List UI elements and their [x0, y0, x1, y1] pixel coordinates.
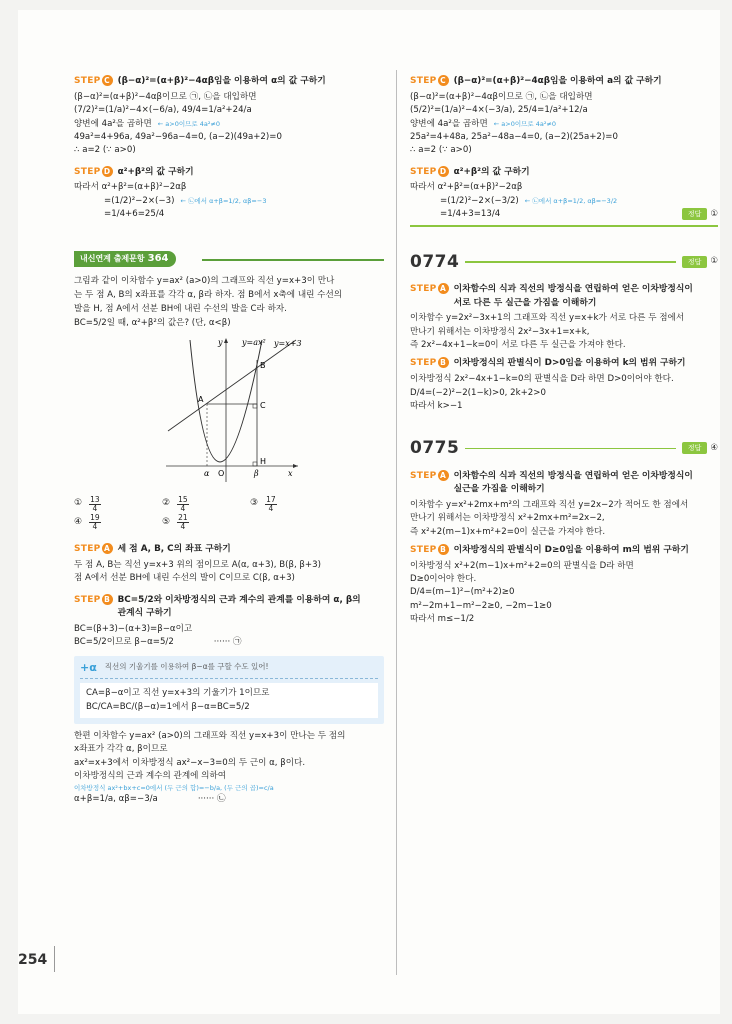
answer-badge: 정답: [682, 208, 708, 220]
choice-3[interactable]: ③ $\frac{17}{4}$: [250, 494, 276, 513]
x-axis-label: x: [288, 469, 293, 479]
solution-line: 만나기 위해서는 이차방정식 2x²−3x+1=x+k,: [410, 326, 590, 337]
step-tag: STEP A: [74, 543, 113, 557]
step-b: [410, 357, 718, 371]
hint-line: 이차방정식 ax²+bx+c=0에서 (두 근의 합)=−b/a, (두 근의 곱)=c/a: [74, 784, 274, 793]
step-title: (β−α)²=(α+β)²−4αβ임을 이용하여 α의 값 구하기: [117, 76, 326, 86]
step-c: [410, 75, 718, 89]
solution-line: 따라서 α²+β²=(α+β)²−2αβ: [410, 182, 523, 193]
page-number: 254: [18, 952, 48, 968]
problem-text: 그림과 같이 이차함수 y=ax² (a>0)의 그래프와 직선 y=x+3이 만나 는 두 점 A, B의 x좌표를 각각 α, β라 하자. 점 B에서 x축에 내린 수선의 발을 H, 점 A에서 선분 BH에 내린 수선의 발을 C라 하자. BC=5/2일 때, α²+β²의 값은? (단, α<β): [74, 276, 343, 328]
step-title: 이차함수의 식과 직선의 방정식을 연립하여 얻은 이차방정식이 실근을 가짐을 이해하기: [453, 470, 693, 495]
solution-line: 25a²=4+48a, 25a²−48a−4=0, (a−2)(25a+2)=0: [410, 131, 618, 142]
point-c-label: C: [260, 401, 266, 411]
step-title: 이차방정식의 판별식이 D≥0임을 이용하여 m의 범위 구하기: [453, 544, 689, 555]
tip-title: 직선의 기울기를 이용하여 β−α를 구할 수도 있어!: [104, 662, 269, 672]
plus-alpha-icon: +α: [80, 660, 97, 674]
step-tag: STEP D: [74, 166, 113, 180]
answer-badge: 정답: [682, 442, 708, 454]
solution-line: D/4=(−2)²−2(1−k)>0, 2k+2>0: [410, 387, 546, 398]
step-d: [410, 166, 718, 180]
step-c-prev: [74, 75, 384, 89]
step-tag: STEP A: [410, 283, 449, 297]
solution-line: α+β=1/a, αβ=−3/a ······ ㉡: [74, 794, 226, 805]
solution-line: 이차함수 y=2x²−3x+1의 그래프와 직선 y=x+k가 서로 다른 두 점에서: [410, 313, 685, 324]
answer-value: ①: [710, 209, 718, 220]
problem-0774-header: [410, 249, 718, 275]
side-note: ← ㉡에서 α+β=1/2, αβ=−3: [180, 196, 267, 205]
solution-line: 즉 2x²−4x+1−k=0이 서로 다른 두 실근을 가져야 한다.: [410, 340, 626, 351]
step-title: α²+β²의 값 구하기: [117, 166, 194, 177]
solution-line: BC=5/2이므로 β−α=5/2 ······ ㉠: [74, 637, 242, 648]
solution-line: 이차함수 y=x²+2mx+m²의 그래프와 직선 y=2x−2가 적어도 한 점에서: [410, 499, 689, 510]
alpha-label: α: [204, 469, 210, 479]
solution-line: 즉 x²+2(m−1)x+m²+2=0이 실근을 가져야 한다.: [410, 526, 606, 537]
solution-line: =1/4+3=13/4 정답 ①: [440, 209, 718, 220]
y-axis-label: y: [218, 338, 223, 348]
answer-choices: [74, 496, 384, 532]
step-tag: STEP D: [410, 166, 449, 180]
solution-line: 49a²=4+96a, 49a²−96a−4=0, (a−2)(49a+2)=0: [74, 131, 282, 142]
problem-number: 0774: [410, 251, 460, 272]
solution-line: m²−2m+1−m²−2≥0, −2m−1≥0: [410, 600, 552, 611]
step-tag: STEP C: [74, 75, 113, 89]
right-column: [410, 70, 718, 626]
solution-line: (7/2)²=(1/a)²−4×(−6/a), 49/4=1/a²+24/a: [74, 105, 252, 116]
solution-line: ∴ a=2 (∵ a>0): [410, 145, 472, 156]
tip-content: CA=β−α이고 직선 y=x+3의 기울기가 1이므로 BC/CA=BC/(β−α)=1에서 β−α=BC=5/2: [80, 683, 378, 718]
solution-line: D/4=(m−1)²−(m²+2)≥0: [410, 587, 515, 598]
side-note: ← ㉡에서 α+β=1/2, αβ=−3/2: [524, 196, 618, 205]
header-rule: [465, 261, 676, 263]
solution-line: (5/2)²=(1/a)²−4×(−3/a), 25/4=1/a²+12/a: [410, 105, 588, 116]
side-note: ← a>0이므로 4a²≠0: [493, 119, 557, 128]
step-a: [410, 470, 718, 497]
step-title: 이차함수의 식과 직선의 방정식을 연립하여 얻은 이차방정식이 서로 다른 두 실근을 가짐을 이해하기: [453, 284, 693, 308]
page: [18, 10, 720, 1014]
step-tag: STEP B: [410, 544, 449, 558]
solution-line: 두 점 A, B는 직선 y=x+3 위의 점이므로 A(α, α+3), B(β, β+3): [74, 560, 321, 571]
step-b: [410, 544, 718, 558]
choice-2[interactable]: ② $\frac{15}{4}$: [162, 494, 188, 513]
step-title: α²+β²의 값 구하기: [453, 166, 530, 177]
solution-line: (β−α)²=(α+β)²−4αβ이므로 ㉠, ㉡을 대입하면: [410, 91, 593, 102]
side-note: ← a>0이므로 4a²≠0: [157, 119, 221, 128]
point-a-label: A: [198, 395, 204, 405]
solution-line: 이차방정식 x²+2(m−1)x+m²+2=0의 판별식을 D라 하면: [410, 560, 634, 571]
solution-line: =(1/2)²−2×(−3) ← ㉡에서 α+β=1/2, αβ=−3: [104, 195, 267, 206]
solution-line: =(1/2)²−2×(−3/2) ← ㉡에서 α+β=1/2, αβ=−3/2: [440, 195, 618, 206]
solution-line: ax²=x+3에서 이차방정식 ax²−x−3=0의 두 근이 α, β이다.: [74, 757, 306, 768]
line-label: y=x+3: [274, 339, 302, 349]
curve-label: y=ax²: [242, 338, 266, 348]
answer-badge: 정답: [682, 256, 708, 268]
problem-number: 0775: [410, 438, 460, 459]
step-d-prev: [74, 166, 384, 180]
solution-line: =1/4+6=25/4: [104, 209, 165, 220]
choice-5[interactable]: ⑤ $\frac{21}{4}$: [162, 513, 188, 532]
step-title: 이차방정식의 판별식이 D>0임을 이용하여 k의 범위 구하기: [453, 358, 686, 369]
solution-line: 양변에 4a²을 곱하면 ← a>0이므로 4a²≠0: [410, 118, 557, 129]
left-column: [74, 70, 384, 807]
solution-line: D≥0이어야 한다.: [410, 574, 477, 585]
step-tag: STEP C: [410, 75, 449, 89]
problem-graph: [162, 334, 302, 484]
solution-line: BC=(β+3)−(α+3)=β−α이고: [74, 624, 193, 634]
solution-line: 이차방정식 2x²−4x+1−k=0의 판별식을 D라 하면 D>0이어야 한다.: [410, 374, 674, 385]
solution-line: ∴ a=2 (∵ a>0): [74, 145, 136, 156]
solution-line: 따라서 α²+β²=(α+β)²−2αβ: [74, 182, 187, 193]
solution-line: (β−α)²=(α+β)²−4αβ이므로 ㉠, ㉡을 대입하면: [74, 91, 257, 102]
column-divider: [396, 70, 397, 975]
solution-line: 한편 이차함수 y=ax² (a>0)의 그래프와 직선 y=x+3이 만나는 두 점의: [74, 730, 346, 741]
step-a: [410, 283, 718, 310]
tip-header: [80, 659, 378, 679]
header-rule: [465, 448, 676, 450]
solution-line: 이차방정식의 근과 계수의 관계에 의하여: [74, 770, 227, 781]
step-title: BC=5/2와 이차방정식의 근과 계수의 관계를 이용하여 α, β의 관계식 구하기: [117, 594, 361, 619]
step-b: [74, 594, 384, 621]
solution-line: x좌표가 각각 α, β이므로: [74, 744, 168, 755]
beta-label: β: [254, 469, 259, 479]
page-number-divider: [54, 946, 55, 972]
solution-line: 만나기 위해서는 이차방정식 x²+2mx+m²=2x−2,: [410, 513, 605, 524]
solution-line: 점 A에서 선분 BH에 내린 수선의 발이 C이므로 C(β, α+3): [74, 573, 295, 584]
header-rule: [202, 259, 384, 261]
step-tag: STEP B: [74, 594, 113, 608]
step-a: [74, 543, 384, 557]
answer-value: ④: [710, 442, 718, 453]
solution-line: 따라서 m≤−1/2: [410, 614, 475, 624]
choice-1[interactable]: ① $\frac{13}{4}$: [74, 494, 100, 513]
step-tag: STEP A: [410, 470, 449, 484]
solution-line: 따라서 k>−1: [410, 400, 463, 411]
tip-box: [74, 656, 384, 724]
solution-line: 양변에 4a²을 곱하면 ← a>0이므로 4a²≠0: [74, 118, 221, 129]
step-title: 세 점 A, B, C의 좌표 구하기: [117, 544, 231, 555]
problem-0775-header: [410, 435, 718, 461]
answer-value: ①: [710, 256, 718, 267]
section-rule: [410, 225, 718, 227]
step-title: (β−α)²=(α+β)²−4αβ임을 이용하여 a의 값 구하기: [453, 76, 662, 86]
problem-header: [74, 251, 384, 268]
problem-badge: 내신연계 출제문항 364: [74, 251, 176, 267]
point-h-label: H: [260, 457, 267, 467]
point-b-label: B: [260, 361, 266, 371]
origin-label: O: [218, 469, 225, 479]
step-tag: STEP B: [410, 357, 449, 371]
choice-4[interactable]: ④ $\frac{19}{4}$: [74, 513, 100, 532]
